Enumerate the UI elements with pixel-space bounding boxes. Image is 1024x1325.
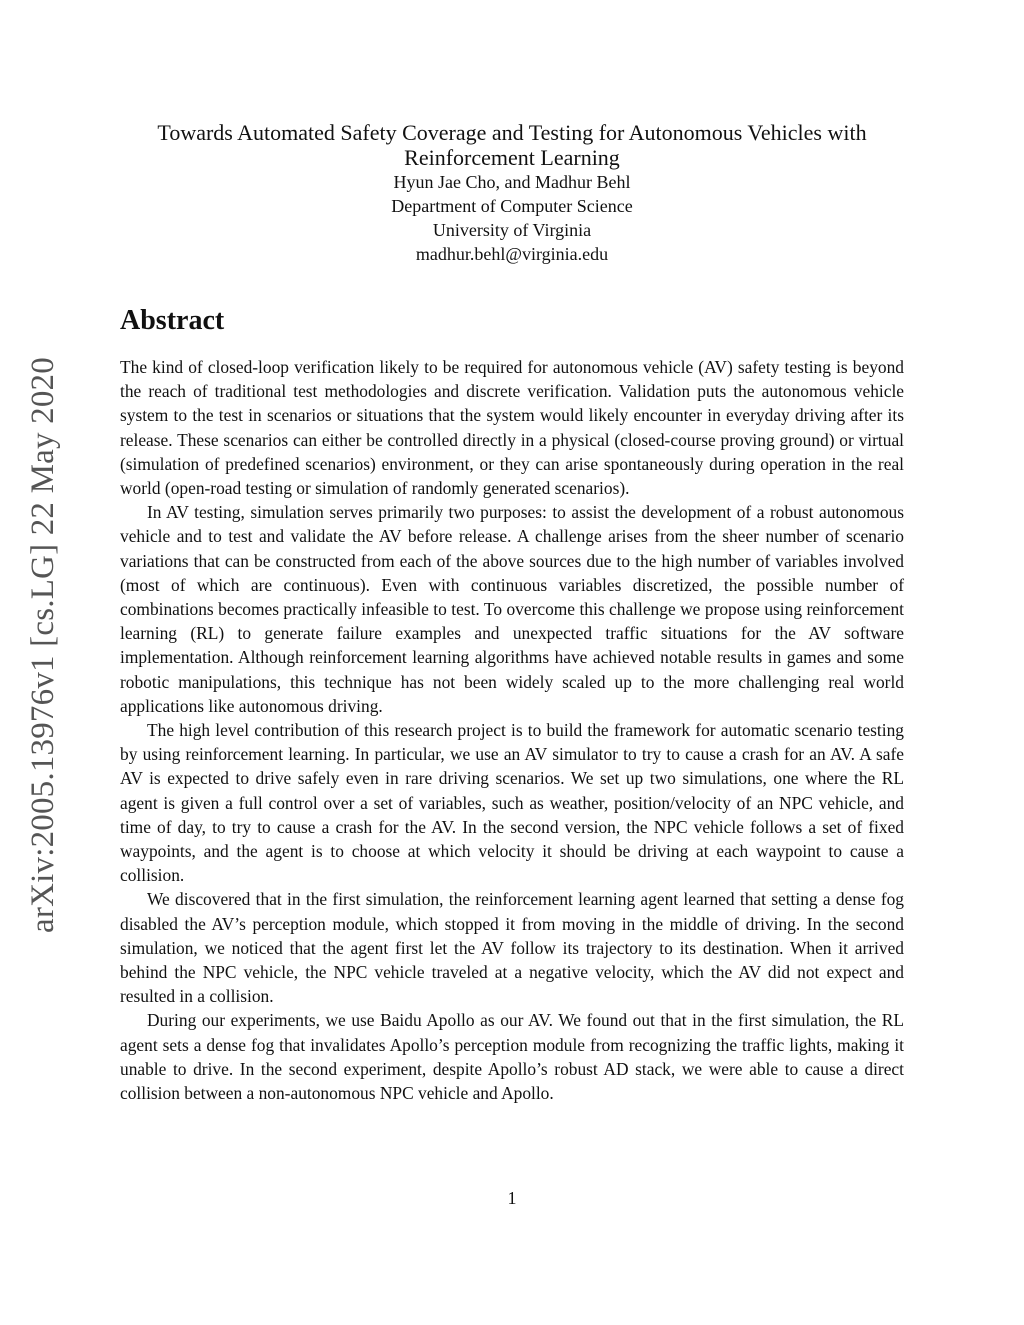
abstract-paragraph-2: In AV testing, simulation serves primarily two purposes: to assist the development of a robust autonomous vehicle and to test and validate the AV before release. A challenge arises from the sheer number of scenario variations that can be constructed from each of the above sources due to the high number of variables involved (most of which are continuous). Even with continuous variables discretized, the possible number of combinations becomes practically infeasible to test. To overcome this challenge we propose using reinforcement learning (RL) to generate failure examples and unexpected traffic situations for the AV software implementation. Although reinforcement learning algorithms have achieved notable results in games and some robotic manipulations, this technique has not been widely scaled up to the more challenging real world applications like autonomous driving. — [120, 502, 904, 716]
abstract-paragraph-5: During our experiments, we use Baidu Apollo as our AV. We found out that in the first simulation, the RL agent sets a dense fog that invalidates Apollo’s perception module from recognizing the traffic lights, making it unable to drive. In the second experiment, despite Apollo’s robust AD stack, we were able to cause a direct collision between a non-autonomous NPC vehicle and Apollo. — [120, 1010, 904, 1104]
paper-university: University of Virginia — [432, 220, 592, 240]
abstract-paragraph-3: The high level contribution of this research project is to build the framework for automatic scenario testing by using reinforcement learning. In particular, we use an AV simulator to try to cause a crash for an AV. A safe AV is expected to drive safely even in rare driving scenarios. We set up two simulations, one where the RL agent is given a full control over a set of variables, such as weather, position/velocity of an NPC vehicle, and time of day, to try to cause a crash for the AV. In the second version, the NPC vehicle follows a set of fixed waypoints, and the agent is to choose at which velocity it should be driving at each waypoint to cause a collision. — [120, 720, 904, 886]
abstract-heading: Abstract — [120, 305, 225, 336]
paper-department: Department of Computer Science — [391, 196, 633, 216]
abstract-paragraph-1: The kind of closed-loop verification likely to be required for autonomous vehicle (AV) safety testing is beyond the reach of traditional test methodologies and discrete verification. Validation puts the autonomous vehicle system to the test in scenarios or situations that the system would likely encounter in everyday driving after its release. These scenarios can either be controlled directly in a physical (closed-course proving ground) or virtual (simulation of predefined scenarios) environment, or they can arise spontaneously during operation in the real world (open-road testing or simulation of randomly generated scenarios). — [120, 357, 904, 499]
arxiv-identifier-text: arXiv:2005.13976v1 [cs.LG] 22 May 2020 — [25, 357, 61, 933]
paper-email: madhur.behl@virginia.edu — [415, 244, 609, 264]
arxiv-identifier-stamp — [18, 345, 68, 945]
paper-title-line-2: Reinforcement Learning — [404, 145, 620, 170]
paper-header — [120, 120, 904, 266]
abstract-body — [120, 355, 904, 1105]
page-number: 1 — [507, 1188, 517, 1208]
abstract-paragraph-4: We discovered that in the first simulation, the reinforcement learning agent learned that setting a dense fog disabled the AV’s perception module, which stopped it from moving in the middle of driving. In the second simulation, we noticed that the agent first let the AV follow its trajectory to its destination. When it arrived behind the NPC vehicle, the NPC vehicle traveled at a negative velocity, which the AV did not expect and resulted in a collision. — [120, 889, 904, 1007]
paper-authors: Hyun Jae Cho, and Madhur Behl — [393, 172, 631, 192]
paper-title-line-1: Towards Automated Safety Coverage and Testing for Autonomous Vehicles with — [157, 120, 867, 145]
